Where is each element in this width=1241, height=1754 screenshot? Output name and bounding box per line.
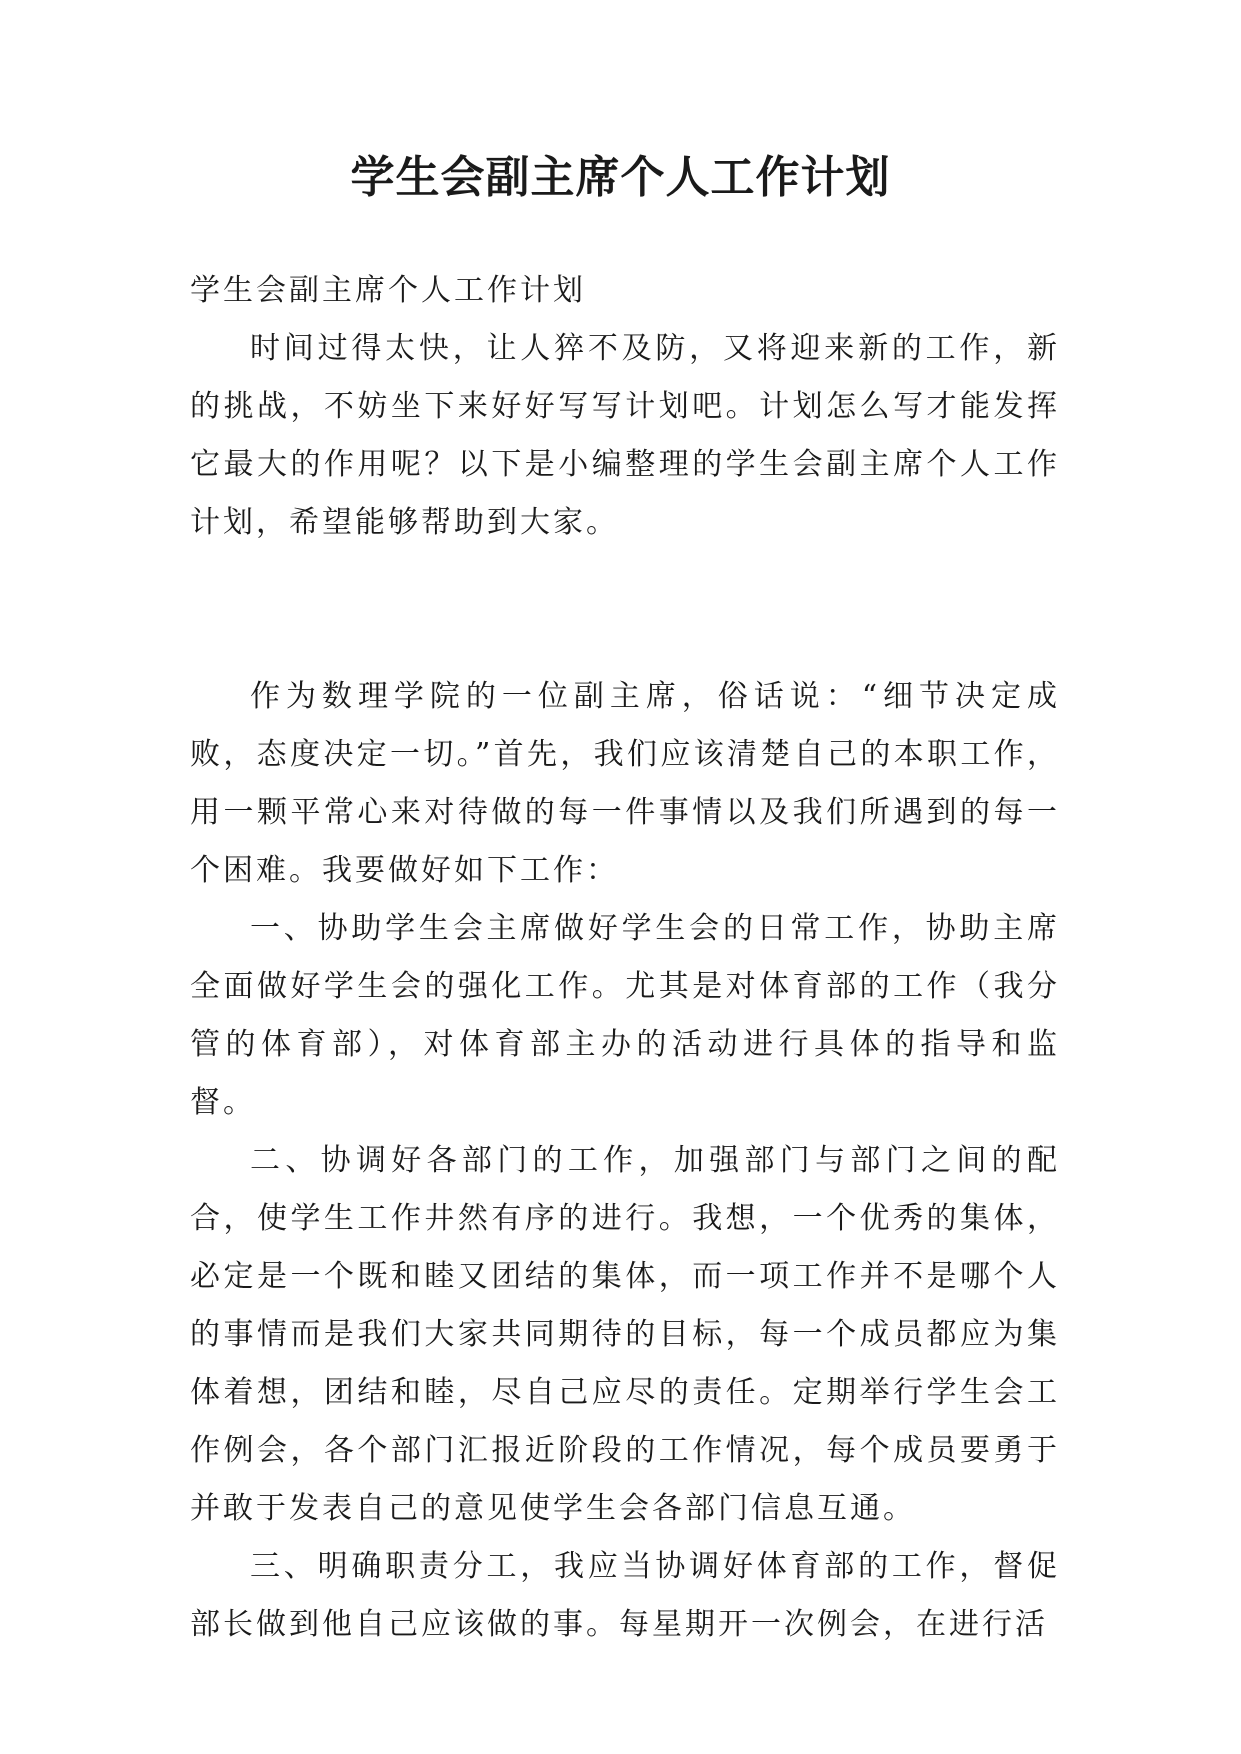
paragraph-spacer	[190, 552, 1060, 668]
body-paragraph: 作为数理学院的一位副主席，俗话说：“细节决定成败，态度决定一切。”首先，我们应该清楚自己的本职工作，用一颗平常心来对待做的每一件事情以及我们所遇到的每一个困难。我要做好如下工作：	[190, 679, 1060, 888]
body-paragraph: 二、协调好各部门的工作，加强部门与部门之间的配合，使学生工作井然有序的进行。我想，一个优秀的集体，必定是一个既和睦又团结的集体，而一项工作并不是哪个人的事情而是我们大家共同期待的目标，每一个成员都应为集体着想，团结和睦，尽自己应尽的责任。定期举行学生会工作例会，各个部门汇报近阶段的工作情况，每个成员要勇于并敢于发表自己的意见使学生会各部门信息互通。	[190, 1143, 1060, 1526]
document-subtitle: 学生会副主席个人工作计划	[190, 273, 586, 308]
intro-paragraph: 时间过得太快，让人猝不及防，又将迎来新的工作，新的挑战，不妨坐下来好好写写计划吧。计划怎么写才能发挥它最大的作用呢？以下是小编整理的学生会副主席个人工作计划，希望能够帮助到大家。	[190, 331, 1060, 540]
body-paragraph: 三、明确职责分工，我应当协调好体育部的工作，督促部长做到他自己应该做的事。每星期开一次例会，在进行活	[190, 1549, 1060, 1642]
body-paragraph: 一、协助学生会主席做好学生会的日常工作，协助主席全面做好学生会的强化工作。尤其是对体育部的工作（我分管的体育部），对体育部主办的活动进行具体的指导和监督。	[190, 911, 1060, 1120]
document-body	[190, 262, 1060, 1654]
document-title: 学生会副主席个人工作计划	[350, 152, 891, 203]
